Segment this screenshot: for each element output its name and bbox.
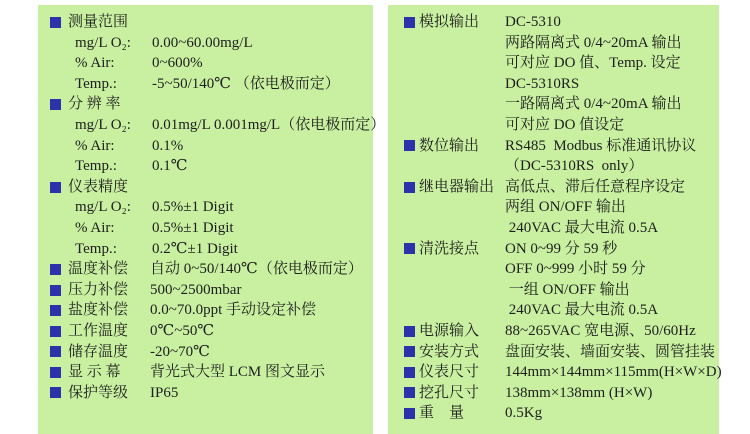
spec-value: 0℃~50℃ [150,322,215,339]
spec-label: % Air: [75,55,115,72]
spec-value: DC-5310RS [505,75,580,92]
spec-value: 背光式大型 LCM 图文显示 [150,364,326,381]
spec-row [388,136,719,157]
spec-row [388,280,719,301]
bullet-square-icon [404,326,415,337]
spec-label: 重 量 [419,405,465,422]
spec-value: -5~50/140℃ （依电极而定） [152,75,340,92]
spec-value: 0~600% [152,55,203,72]
spec-label: 数位输出 [419,137,480,154]
spec-label: 盐度补偿 [68,302,129,319]
spec-row [38,33,373,54]
spec-label: 仪表尺寸 [419,364,480,381]
spec-value: 两路隔离式 0/4~20mA 输出 [505,34,682,51]
bullet-square-icon [50,17,61,28]
spec-label: 挖孔尺寸 [419,384,480,401]
spec-row [388,259,719,280]
bullet-square-icon [404,367,415,378]
spec-value: 0.01mg/L 0.001mg/L（依电极而定） [152,116,386,133]
spec-row [38,136,373,157]
spec-row [38,115,386,136]
spec-label: 分 辨 率 [68,96,121,113]
spec-row [388,321,719,342]
spec-row [38,53,373,74]
bullet-square-icon [50,99,61,110]
spec-value: ON 0~99 分 59 秒 [505,240,618,257]
spec-value: 一组 ON/OFF 输出 [505,281,630,298]
spec-value: 两组 ON/OFF 输出 [505,199,626,216]
spec-value: 自动 0~50/140℃（依电极而定） [150,261,363,278]
bullet-square-icon [50,182,61,193]
spec-label: 压力补偿 [68,281,129,298]
spec-row [38,239,373,260]
spec-value: 500~2500mbar [150,281,242,298]
spec-row [388,197,719,218]
spec-value: 0.1℃ [152,158,188,175]
spec-row [388,218,719,239]
spec-label: 显 示 幕 [68,364,121,381]
spec-label: 储存温度 [68,343,129,360]
spec-label: 仪表精度 [68,178,129,195]
spec-label: 模拟输出 [419,14,480,30]
bullet-square-icon [404,182,415,193]
bullet-square-icon [404,408,415,419]
spec-label: Temp.: [75,158,117,175]
spec-label: 温度补偿 [68,261,129,278]
spec-row [38,197,373,218]
spec-value: IP65 [150,384,179,401]
spec-row [388,94,719,115]
spec-value: 240VAC 最大电流 0.5A [505,302,659,319]
spec-row [388,156,719,177]
spec-value: RS485 Modbus 标准通讯协议 [505,137,697,154]
spec-label: 测量范围 [68,14,129,30]
spec-row [388,342,719,363]
spec-label: 继电器输出 [419,178,495,195]
spec-row [388,383,719,404]
spec-value: 0.5%±1 Digit [152,199,234,216]
spec-label: Temp.: [75,240,117,257]
spec-label: 安装方式 [419,343,480,360]
spec-value: （DC-5310RS only） [505,158,644,175]
spec-label: mg/L O₂: [75,116,131,133]
spec-row [38,94,373,115]
spec-value: 88~265VAC 宽电源、50/60Hz [505,322,696,339]
spec-row [38,300,373,321]
spec-row [38,280,373,301]
bullet-square-icon [404,140,415,151]
spec-value: 138mm×138mm (H×W) [505,384,653,401]
bullet-square-icon [404,346,415,357]
spec-value: -20~70℃ [150,343,210,360]
bullet-square-icon [50,326,61,337]
spec-value: 0.5Kg [505,405,543,422]
spec-row [388,12,719,33]
spec-row [38,321,373,342]
bullet-square-icon [50,264,61,275]
spec-value: 可对应 DO 值、Temp. 设定 [505,55,681,72]
spec-value: 一路隔离式 0/4~20mA 输出 [505,96,682,113]
bullet-square-icon [50,305,61,316]
spec-value: 高低点、滞后任意程序设定 [505,178,686,195]
spec-value: 0.5%±1 Digit [152,219,234,236]
spec-value: 144mm×144mm×115mm(H×W×D) [505,364,722,381]
spec-row [38,156,373,177]
spec-row [388,300,719,321]
bullet-square-icon [50,285,61,296]
right-spec-panel [388,5,722,434]
spec-row [38,12,373,33]
spec-row [388,53,719,74]
spec-row [38,259,373,280]
spec-row [388,115,719,136]
spec-row [38,218,373,239]
spec-row [388,177,719,198]
spec-value: OFF 0~999 小时 59 分 [505,261,646,278]
spec-row [388,362,722,383]
spec-label: mg/L O₂: [75,34,131,51]
spec-row [38,177,373,198]
spec-value: 0.2℃±1 Digit [152,240,238,257]
spec-value: 0.0~70.0ppt 手动设定补偿 [150,302,317,319]
bullet-square-icon [50,367,61,378]
bullet-square-icon [404,17,415,28]
spec-row [388,74,719,95]
spec-label: 工作温度 [68,322,129,339]
bullet-square-icon [404,387,415,398]
spec-row [388,239,719,260]
spec-row [388,403,719,424]
spec-value: 0.00~60.00mg/L [152,34,253,51]
spec-row [388,33,719,54]
spec-label: % Air: [75,137,115,154]
spec-value: 可对应 DO 值设定 [505,116,625,133]
spec-row [38,74,373,95]
bullet-square-icon [50,387,61,398]
spec-label: 清洗接点 [419,240,480,257]
spec-value: DC-5310 [505,14,561,30]
spec-value: 0.1% [152,137,184,154]
bullet-square-icon [50,346,61,357]
spec-label: % Air: [75,219,115,236]
bullet-square-icon [404,243,415,254]
spec-row [38,342,373,363]
spec-label: mg/L O₂: [75,199,131,216]
spec-row [38,383,373,404]
spec-label: Temp.: [75,75,117,92]
spec-label: 保护等级 [68,384,129,401]
spec-value: 240VAC 最大电流 0.5A [505,219,659,236]
spec-value: 盘面安装、墙面安装、圆管挂装 [505,343,716,360]
spec-label: 电源输入 [419,322,480,339]
left-spec-panel [38,5,386,434]
spec-row [38,362,373,383]
